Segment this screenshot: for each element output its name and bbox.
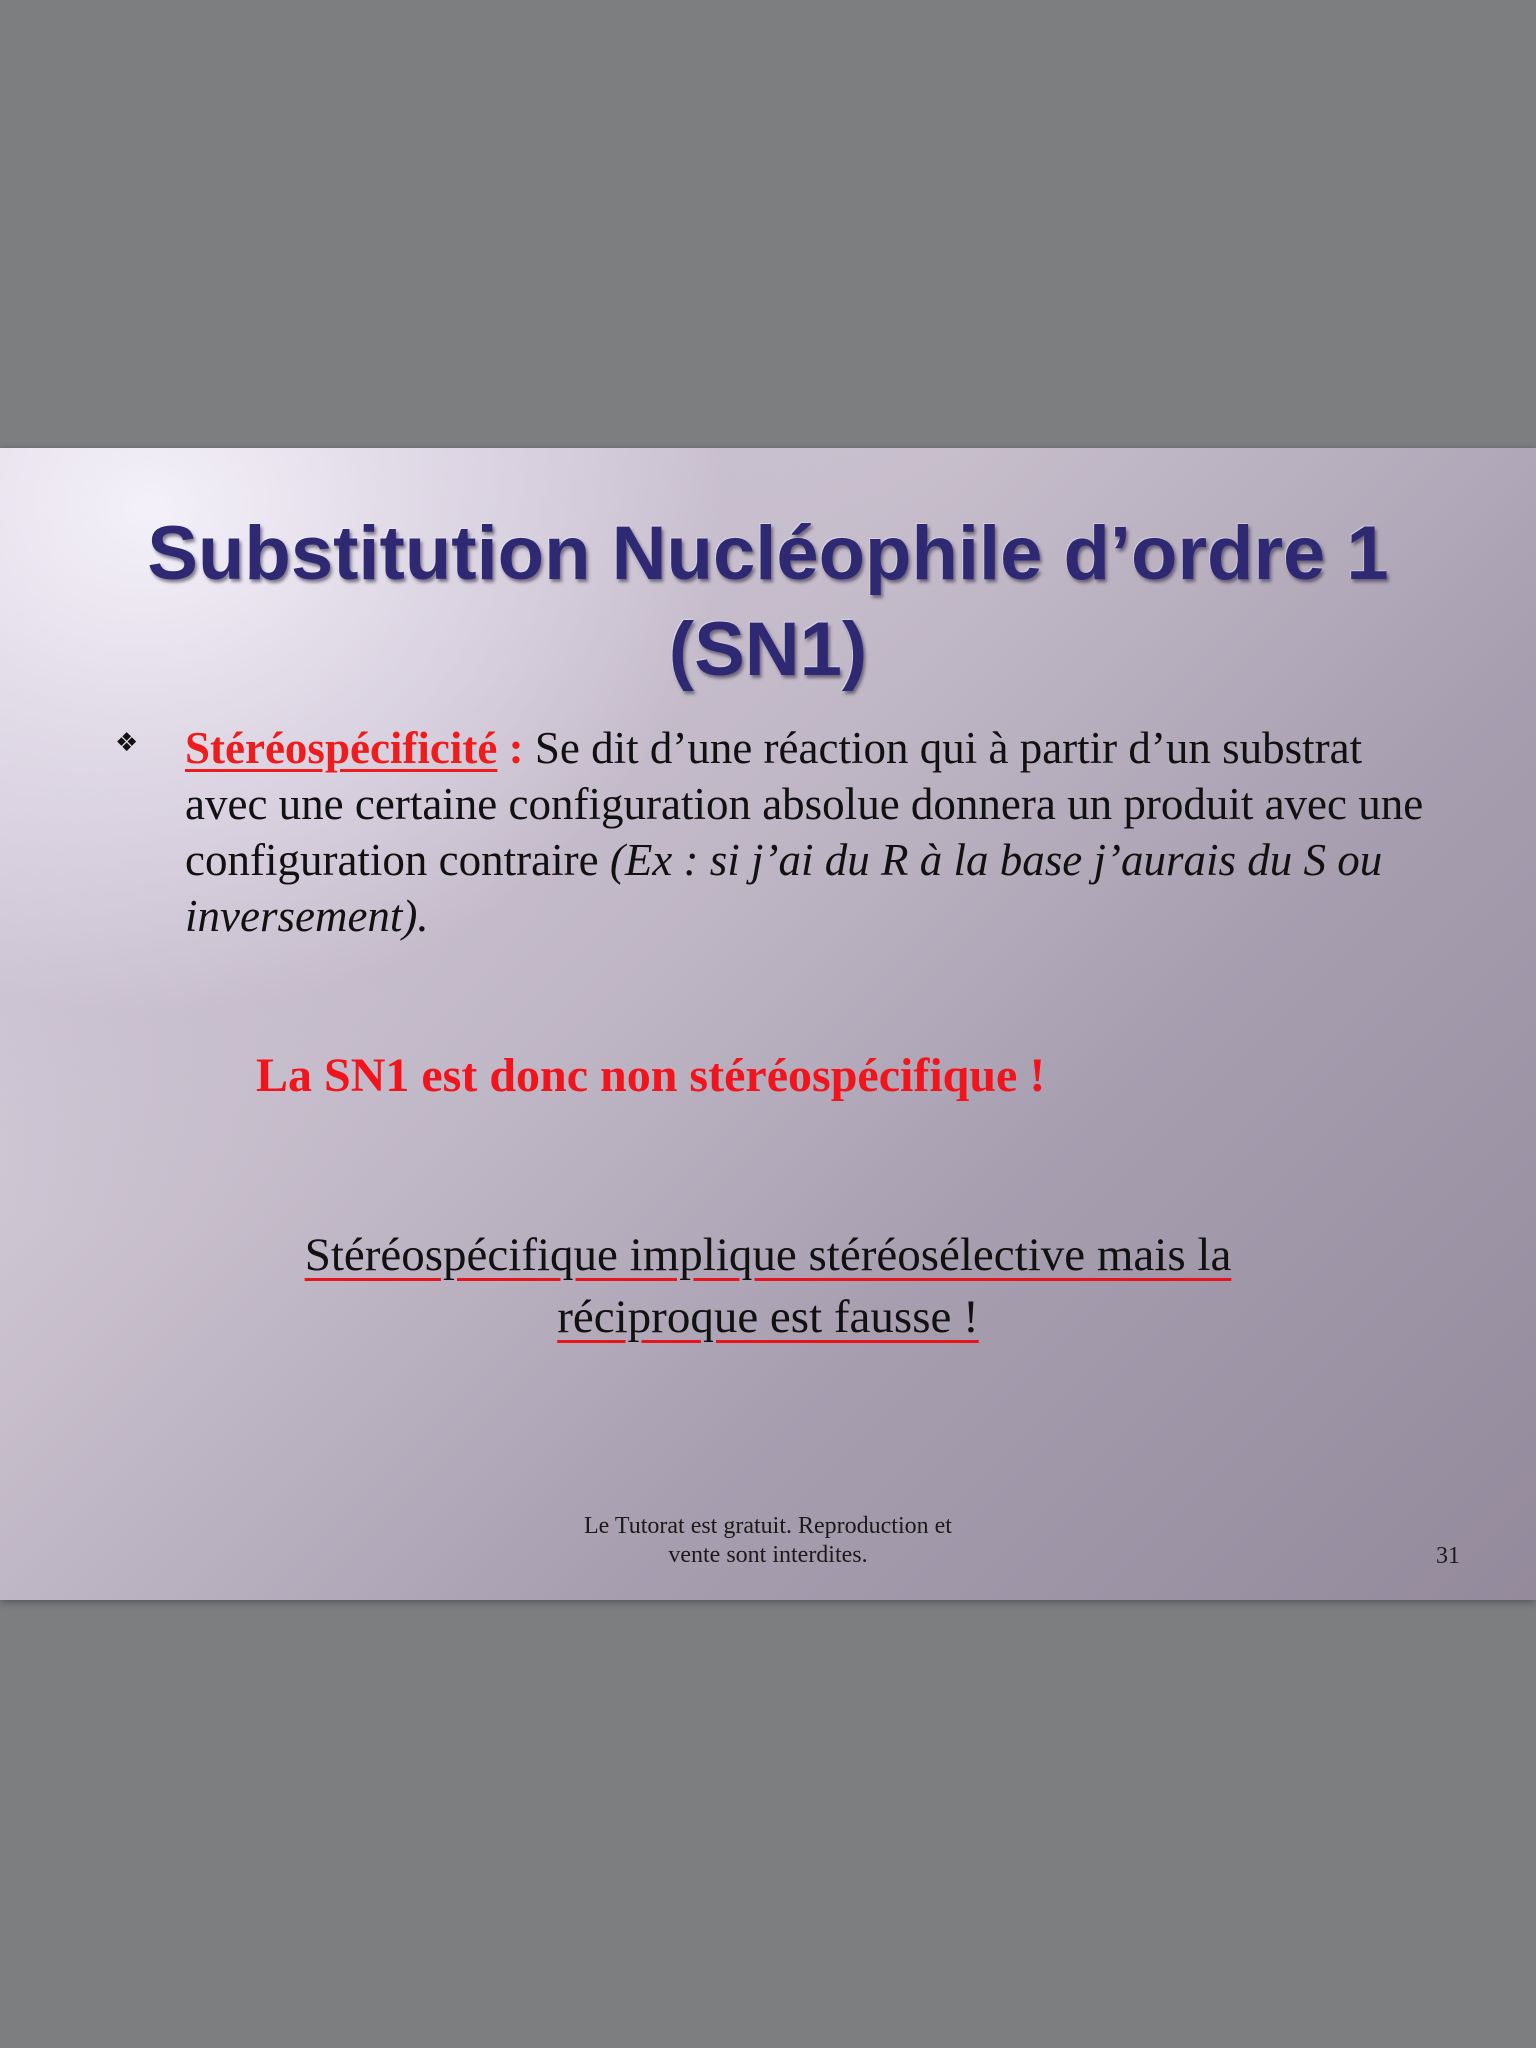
diamond-bullet-icon: ❖ [115, 728, 139, 758]
definition-text [185, 720, 1450, 944]
definition-bullet [110, 720, 1450, 944]
note-text [160, 1224, 1376, 1348]
note-line-2: réciproque est fausse ! [557, 1291, 979, 1343]
footer-line-1: Le Tutorat est gratuit. Reproduction et [584, 1513, 952, 1539]
slide-title-line-2: (SN1) [668, 607, 868, 692]
page-number: 31 [1436, 1543, 1460, 1569]
definition-body: Se dit d’une réaction qui à partir d’un substrat avec une certaine configuration absolue donnera un produit avec une configuration contraire [185, 723, 1424, 885]
conclusion-text: La SN1 est donc non stéréospécifique ! [256, 1049, 1046, 1102]
definition-colon: : [497, 723, 524, 773]
slide-title-line-1: Substitution Nucléophile d’ordre 1 [147, 511, 1389, 596]
footer-line-2: vente sont interdites. [668, 1542, 868, 1568]
slide [0, 448, 1536, 1600]
note-line-1: Stéréospécifique implique stéréosélective mais la [304, 1229, 1232, 1281]
definition-term: Stéréospécificité [185, 723, 498, 773]
definition-example: (Ex : si j’ai du R à la base j’aurais du S ou inversement). [185, 835, 1383, 941]
slide-title [60, 506, 1476, 698]
slide-footer [500, 1512, 1036, 1570]
